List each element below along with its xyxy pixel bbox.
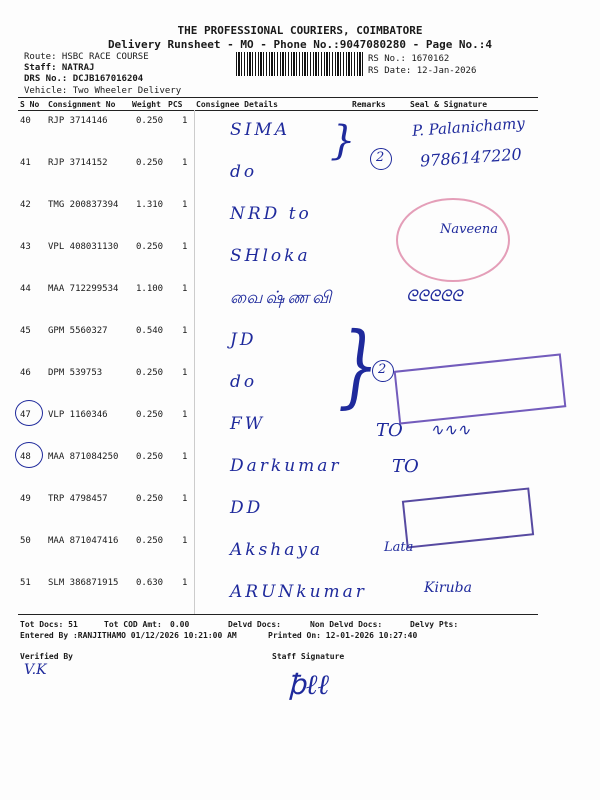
- row-circle-mark: [15, 400, 43, 426]
- barcode: [236, 52, 364, 76]
- row-sno: 40: [20, 116, 31, 126]
- row-consignee-handwritten: FW: [230, 414, 266, 434]
- row-consignee-handwritten: வைஷ்ணவி: [230, 288, 335, 308]
- printed-on: Printed On: 12-01-2026 10:27:40: [268, 631, 418, 640]
- col-remarks: Remarks: [352, 100, 386, 109]
- col-consignee: Consignee Details: [196, 100, 278, 109]
- row-consignee-handwritten: DD: [230, 498, 264, 518]
- staff-signature-mark: ꝥℓℓ: [288, 668, 330, 701]
- row-consignment-no: VPL 408031130: [48, 242, 119, 252]
- row-consignee-handwritten: JD: [230, 330, 257, 350]
- row-pcs: 1: [182, 536, 188, 546]
- row-pcs: 1: [182, 284, 188, 294]
- row-consignee-handwritten: SHloka: [230, 246, 311, 266]
- col-seal: Seal & Signature: [410, 100, 488, 109]
- row-weight: 0.250: [136, 242, 164, 252]
- row-pcs: 1: [182, 494, 188, 504]
- total-cod-label: Tot COD Amt:: [104, 620, 162, 629]
- row-consignment-no: VLP 1160346: [48, 410, 108, 420]
- header-rule-bottom: [18, 110, 538, 111]
- row-pcs: 1: [182, 116, 188, 126]
- drs-label: DRS No.: DCJB167016204: [24, 74, 144, 84]
- signature-palanichamy: P. Palanichamy: [411, 114, 526, 140]
- row-weight: 0.250: [136, 116, 164, 126]
- route-label: Route: HSBC RACE COURSE: [24, 52, 149, 62]
- row-consignment-no: MAA 712299534: [48, 284, 119, 294]
- brace-mark: }: [338, 315, 379, 419]
- row-weight: 0.250: [136, 536, 164, 546]
- circled-count-label: 2: [378, 362, 387, 377]
- row-weight: 0.250: [136, 158, 164, 168]
- row-sno: 50: [20, 536, 31, 546]
- vehicle-label: Vehicle: Two Wheeler Delivery: [24, 86, 182, 96]
- row-consignee-handwritten: ARUNkumar: [230, 582, 367, 602]
- row-pcs: 1: [182, 326, 188, 336]
- row-sno: 41: [20, 158, 31, 168]
- row-consignee-handwritten: NRD to: [230, 204, 312, 224]
- signature-phone: 9786147220: [419, 144, 523, 171]
- row-sno: 47: [20, 410, 31, 420]
- company-title: THE PROFESSIONAL COURIERS, COIMBATORE: [177, 24, 423, 37]
- non-delivered-docs: Non Delvd Docs:: [310, 620, 383, 629]
- rs-number: RS No.: 1670162: [368, 54, 450, 64]
- row-weight: 0.250: [136, 368, 164, 378]
- company-stamp-46: [394, 353, 567, 424]
- to-mark-47: TO: [376, 420, 403, 441]
- row-weight: 0.250: [136, 410, 164, 420]
- row-sno: 42: [20, 200, 31, 210]
- signature-scribble-47: ∿∿∿: [430, 420, 471, 439]
- verified-by-label: Verified By: [20, 652, 73, 661]
- row-pcs: 1: [182, 452, 188, 462]
- row-sno: 44: [20, 284, 31, 294]
- rs-date: RS Date: 12-Jan-2026: [368, 66, 477, 76]
- col-divider: [194, 110, 195, 614]
- row-sno: 45: [20, 326, 31, 336]
- row-consignee-handwritten: do: [230, 372, 258, 392]
- total-docs: Tot Docs: 51: [20, 620, 78, 629]
- row-weight: 0.250: [136, 452, 164, 462]
- row-sno: 49: [20, 494, 31, 504]
- row-consignment-no: MAA 871084250: [48, 452, 119, 462]
- circled-count-label: 2: [376, 150, 385, 165]
- row-consignee-handwritten: Akshaya: [230, 540, 324, 560]
- col-consignment: Consignment No: [48, 100, 116, 109]
- runsheet-subtitle: Delivery Runsheet - MO - Phone No.:9047080280 - Page No.:4: [107, 38, 493, 51]
- signature-scribble-44: ᘓᘓᘓᘓᘓ: [406, 286, 463, 305]
- total-cod-value: 0.00: [170, 620, 190, 629]
- row-consignment-no: RJP 3714152: [48, 158, 108, 168]
- row-weight: 0.630: [136, 578, 164, 588]
- row-consignment-no: TRP 4798457: [48, 494, 108, 504]
- row-consignment-no: DPM 539753: [48, 368, 103, 378]
- row-pcs: 1: [182, 368, 188, 378]
- row-weight: 1.100: [136, 284, 164, 294]
- row-pcs: 1: [182, 158, 188, 168]
- footer-rule: [18, 614, 538, 615]
- row-pcs: 1: [182, 242, 188, 252]
- row-consignee-handwritten: do: [230, 162, 258, 182]
- row-pcs: 1: [182, 578, 188, 588]
- row-pcs: 1: [182, 410, 188, 420]
- row-consignment-no: RJP 3714146: [48, 116, 108, 126]
- row-sno: 48: [20, 452, 31, 462]
- row-consignment-no: GPM 5560327: [48, 326, 108, 336]
- row-sno: 43: [20, 242, 31, 252]
- header-rule-top: [18, 97, 538, 98]
- row-consignment-no: SLM 386871915: [48, 578, 119, 588]
- row-pcs: 1: [182, 200, 188, 210]
- row-sno: 46: [20, 368, 31, 378]
- row-weight: 0.250: [136, 494, 164, 504]
- col-weight: Weight: [132, 100, 161, 109]
- round-seal-stamp: [396, 198, 510, 282]
- delivered-docs: Delvd Docs:: [228, 620, 281, 629]
- row-consignee-handwritten: Darkumar: [230, 456, 342, 476]
- company-stamp-49: [402, 487, 534, 548]
- to-mark-48: TO: [392, 456, 419, 477]
- row-weight: 0.540: [136, 326, 164, 336]
- signature-naveena: Naveena: [440, 222, 498, 237]
- row-weight: 1.310: [136, 200, 164, 210]
- signature-lata: Lata: [384, 540, 414, 555]
- delivery-points: Delvy Pts:: [410, 620, 459, 629]
- signature-kiruba: Kiruba: [424, 580, 472, 596]
- col-pcs: PCS: [168, 100, 183, 109]
- row-sno: 51: [20, 578, 31, 588]
- col-sno: S No: [20, 100, 40, 109]
- brace-mark: }: [330, 118, 356, 164]
- staff-label: Staff: NATRAJ: [24, 63, 95, 73]
- row-circle-mark: [15, 442, 43, 468]
- row-consignment-no: TMG 200837394: [48, 200, 119, 210]
- verified-by-signature: V.K: [24, 662, 47, 678]
- entered-by: Entered By :RANJITHAMO 01/12/2026 10:21:00 AM: [20, 631, 237, 640]
- staff-signature-label: Staff Signature: [272, 652, 345, 661]
- row-consignment-no: MAA 871047416: [48, 536, 119, 546]
- row-consignee-handwritten: SIMA: [230, 120, 291, 140]
